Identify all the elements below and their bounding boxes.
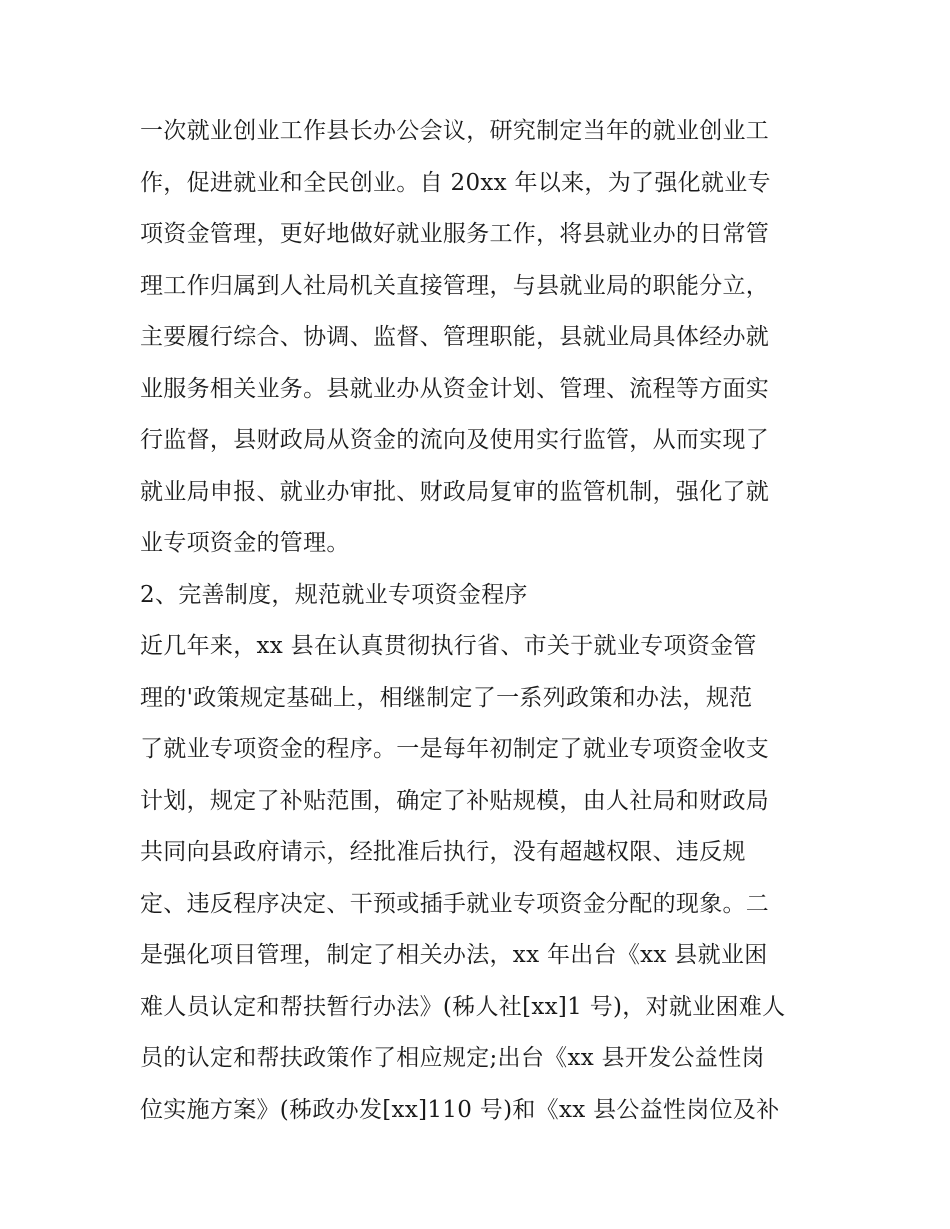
text-line: 难人员认定和帮扶暂行办法》(秭人社[xx]1 号)，对就业困难人 xyxy=(140,993,786,1020)
text-line: 员的认定和帮扶政策作了相应规定;出台《xx 县开发公益性岗 xyxy=(140,1045,765,1071)
text-line: 业服务相关业务。县就业办从资金计划、管理、流程等方面实 xyxy=(140,375,770,402)
text-line: 计划，规定了补贴范围，确定了补贴规模，由人社局和财政局 xyxy=(140,787,770,814)
text-line: 了就业专项资金的程序。一是每年初制定了就业专项资金收支 xyxy=(140,736,770,762)
text-line: 作，促进就业和全民创业。自 20xx 年以来，为了强化就业专 xyxy=(140,169,771,196)
text-line: 业专项资金的管理。 xyxy=(140,530,350,556)
text-line: 共同向县政府请示，经批准后执行，没有超越权限、违反规 xyxy=(140,839,746,865)
text-line: 理的'政策规定基础上，相继制定了一系列政策和办法，规范 xyxy=(140,684,753,711)
text-line: 理工作归属到人社局机关直接管理，与县就业局的职能分立， xyxy=(140,272,770,299)
text-line: 是强化项目管理，制定了相关办法，xx 年出台《xx 县就业困 xyxy=(140,942,768,968)
body-text xyxy=(140,106,820,1136)
text-line: 主要履行综合、协调、监督、管理职能，县就业局具体经办就 xyxy=(140,324,770,350)
text-line: 项资金管理，更好地做好就业服务工作，将县就业办的日常管 xyxy=(140,221,770,247)
text-line: 一次就业创业工作县长办公会议，研究制定当年的就业创业工 xyxy=(140,118,770,144)
text-line: 位实施方案》(秭政办发[xx]110 号)和《xx 县公益性岗位及补 xyxy=(140,1096,780,1123)
text-line: 近几年来，xx 县在认真贯彻执行省、市关于就业专项资金管 xyxy=(140,633,757,659)
text-line: 定、违反程序决定、干预或插手就业专项资金分配的现象。二 xyxy=(140,890,770,917)
section-heading: 2、完善制度，规范就业专项资金程序 xyxy=(140,581,528,608)
text-line: 行监督，县财政局从资金的流向及使用实行监管，从而实现了 xyxy=(140,427,770,453)
text-line: 就业局申报、就业办审批、财政局复审的监管机制，强化了就 xyxy=(140,478,770,505)
